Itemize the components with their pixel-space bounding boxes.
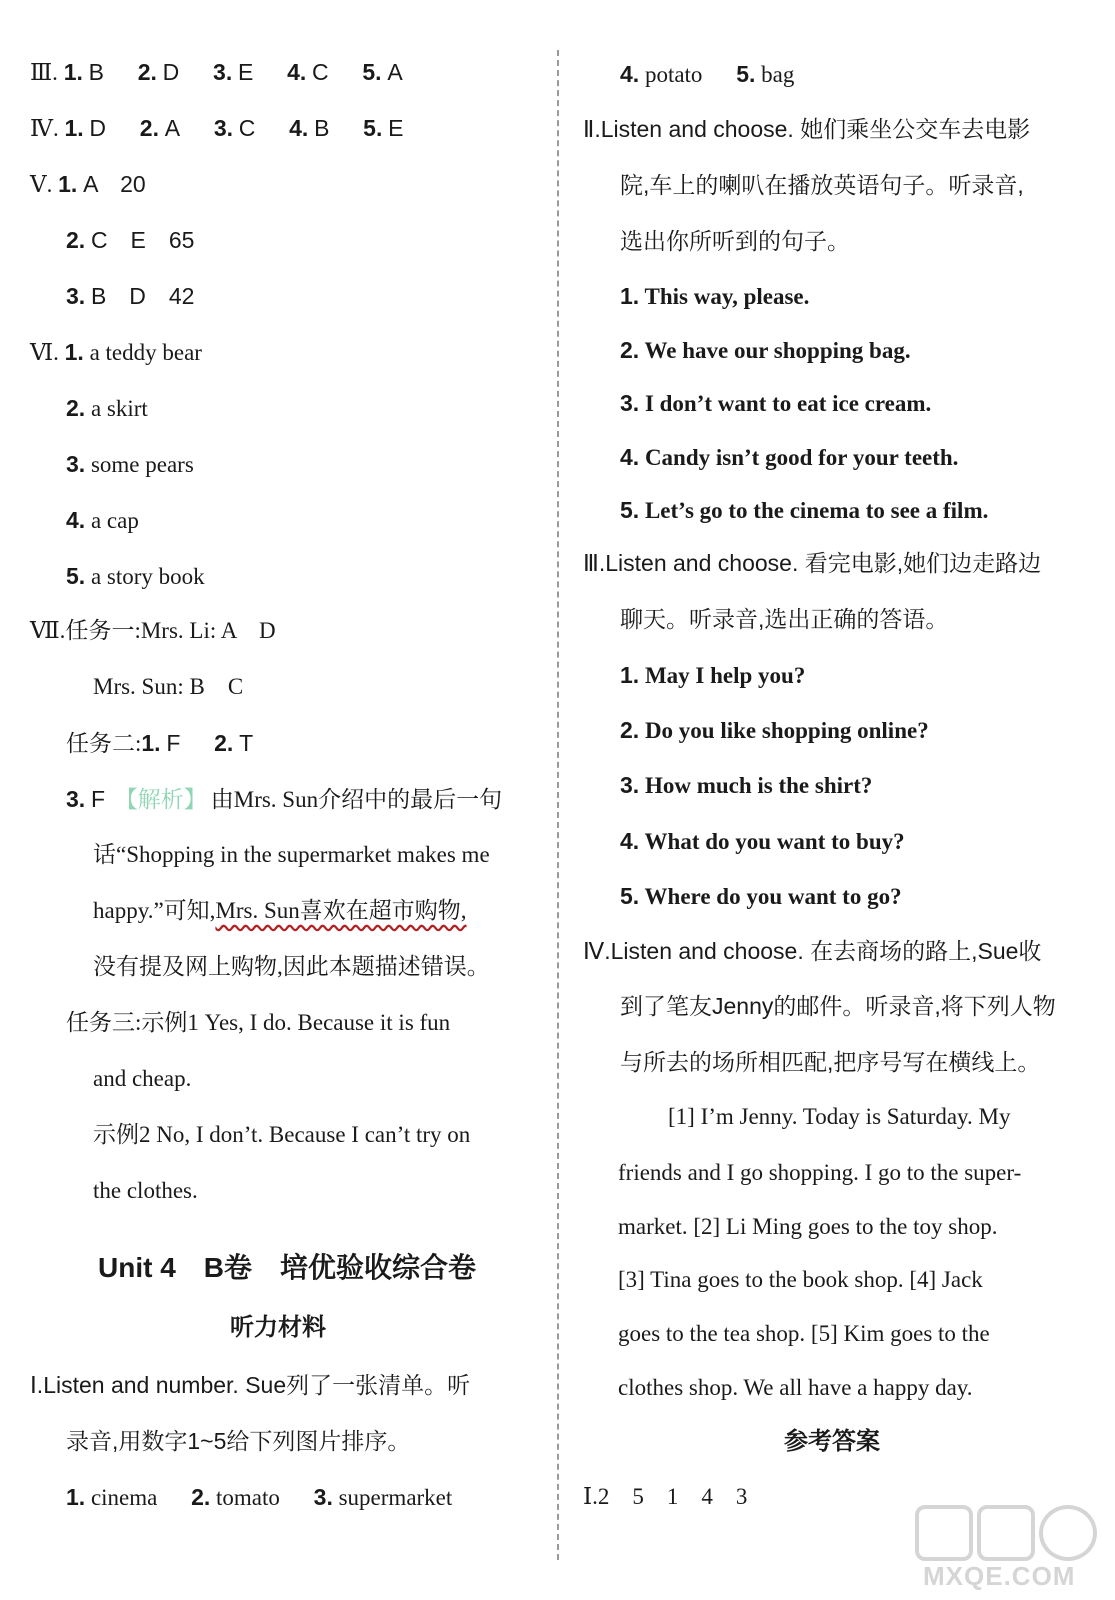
section-4-instruction-3: 与所去的场所相匹配,把序号写在横线上。 [620,1049,1041,1075]
section-4-instruction-1: Ⅳ.Listen and choose. 在去商场的路上,Sue收 [583,938,1042,964]
section-2-item-5: 5. Let’s go to the cinema to see a film. [620,497,989,523]
task-1-sun: Mrs. Sun: B C [93,674,244,699]
wavy-underlined-text: Mrs. Sun喜欢在超市购物, [215,898,467,923]
section-2-instruction-1: Ⅱ.Listen and choose. 她们乘坐公交车去电影 [583,116,1031,142]
section-3-instruction-1: Ⅲ.Listen and choose. 看完电影,她们边走路边 [583,550,1042,576]
answer-logo-icon [977,1505,1035,1561]
answers-title: 参考答案 [784,1428,880,1455]
task-2-note-line-2: 话“Shopping in the supermarket makes me [93,842,490,867]
section-4-instruction-2: 到了笔友Jenny的邮件。听录音,将下列人物 [620,993,1056,1019]
answer-row-section-6-5: 5. a story book [66,563,205,589]
section-3-instruction-2: 聊天。听录音,选出正确的答语。 [620,606,949,632]
answer-row-section-5-3: 3. B D 42 [66,283,195,309]
answer-row-section-6-1: Ⅵ. 1. a teddy bear [30,339,202,365]
section-2-item-2: 2. We have our shopping bag. [620,337,911,363]
section-1-words: 1. cinema 2. tomato 3. supermarket [66,1484,453,1510]
unit-heading: Unit 4 B卷 培优验收综合卷 [98,1252,477,1283]
column-divider [557,50,559,1560]
task-3-example-1: 任务三:示例1 Yes, I do. Because it is fun [66,1010,451,1035]
answer-row-section-6-3: 3. some pears [66,451,194,477]
task-1-li: Ⅶ.任务一:Mrs. Li: A D [30,618,276,643]
answers-section-1: Ⅰ.2 5 1 4 3 [583,1484,748,1509]
watermark-url: MXQE.COM [923,1561,1076,1591]
answer-logo-icon [915,1505,973,1561]
section-2-instruction-3: 选出你所听到的句子。 [620,228,850,254]
watermark [905,1505,1105,1597]
task-2-note-line-3: happy.”可知,Mrs. Sun喜欢在超市购物, [93,898,467,923]
passage-line-6: clothes shop. We all have a happy day. [618,1375,973,1400]
answer-row-section-6-4: 4. a cap [66,507,139,533]
section-2-item-4: 4. Candy isn’t good for your teeth. [620,444,959,470]
analysis-tag: 【解析】 [114,787,207,812]
section-1-instruction-1: Ⅰ.Listen and number. Sue列了一张清单。听 [30,1372,471,1398]
passage-line-3: market. [2] Li Ming goes to the toy shop. [618,1214,998,1239]
task-3-example-2: 示例2 No, I don’t. Because I can’t try on [93,1122,471,1147]
task-3-example-1-cont: and cheap. [93,1066,192,1091]
section-2-item-3: 3. I don’t want to eat ice cream. [620,390,932,416]
answer-row-section-5-2: 2. C E 65 [66,227,195,253]
answer-row-section-4: Ⅳ. 1. D 2. A 3. C 4. B 5. E [30,115,404,141]
section-1-instruction-2: 录音,用数字1~5给下列图片排序。 [66,1428,411,1454]
section-2-item-1: 1. This way, please. [620,283,810,309]
answer-row-section-6-2: 2. a skirt [66,395,148,421]
answer-row-section-5-1: Ⅴ. 1. A 20 [30,171,146,197]
section-3-item-2: 2. Do you like shopping online? [620,717,929,743]
passage-line-1: [1] I’m Jenny. Today is Saturday. My [668,1104,1011,1129]
listening-title: 听力材料 [230,1314,326,1341]
task-2-note-line-4: 没有提及网上购物,因此本题描述错误。 [93,954,490,979]
task-3-example-2-cont: the clothes. [93,1178,198,1203]
passage-line-4: [3] Tina goes to the book shop. [4] Jack [618,1267,983,1292]
passage-line-5: goes to the tea shop. [5] Kim goes to the [618,1321,990,1346]
section-3-item-1: 1. May I help you? [620,662,806,688]
section-3-item-4: 4. What do you want to buy? [620,828,905,854]
task-2-note-line-1: 3. F 【解析】 由Mrs. Sun介绍中的最后一句 [66,786,503,812]
section-1-words-cont: 4. potato 5. bag [620,61,795,87]
section-3-item-5: 5. Where do you want to go? [620,883,902,909]
passage-line-2: friends and I go shopping. I go to the super- [618,1160,1022,1185]
section-2-instruction-2: 院,车上的喇叭在播放英语句子。听录音, [620,172,1024,198]
answer-logo-icon [1039,1505,1097,1561]
answer-row-section-3: Ⅲ. 1. B 2. D 3. E 4. C 5. A [30,59,403,85]
task-2-answers: 任务二:1. F 2. T [66,730,254,756]
section-3-item-3: 3. How much is the shirt? [620,772,873,798]
